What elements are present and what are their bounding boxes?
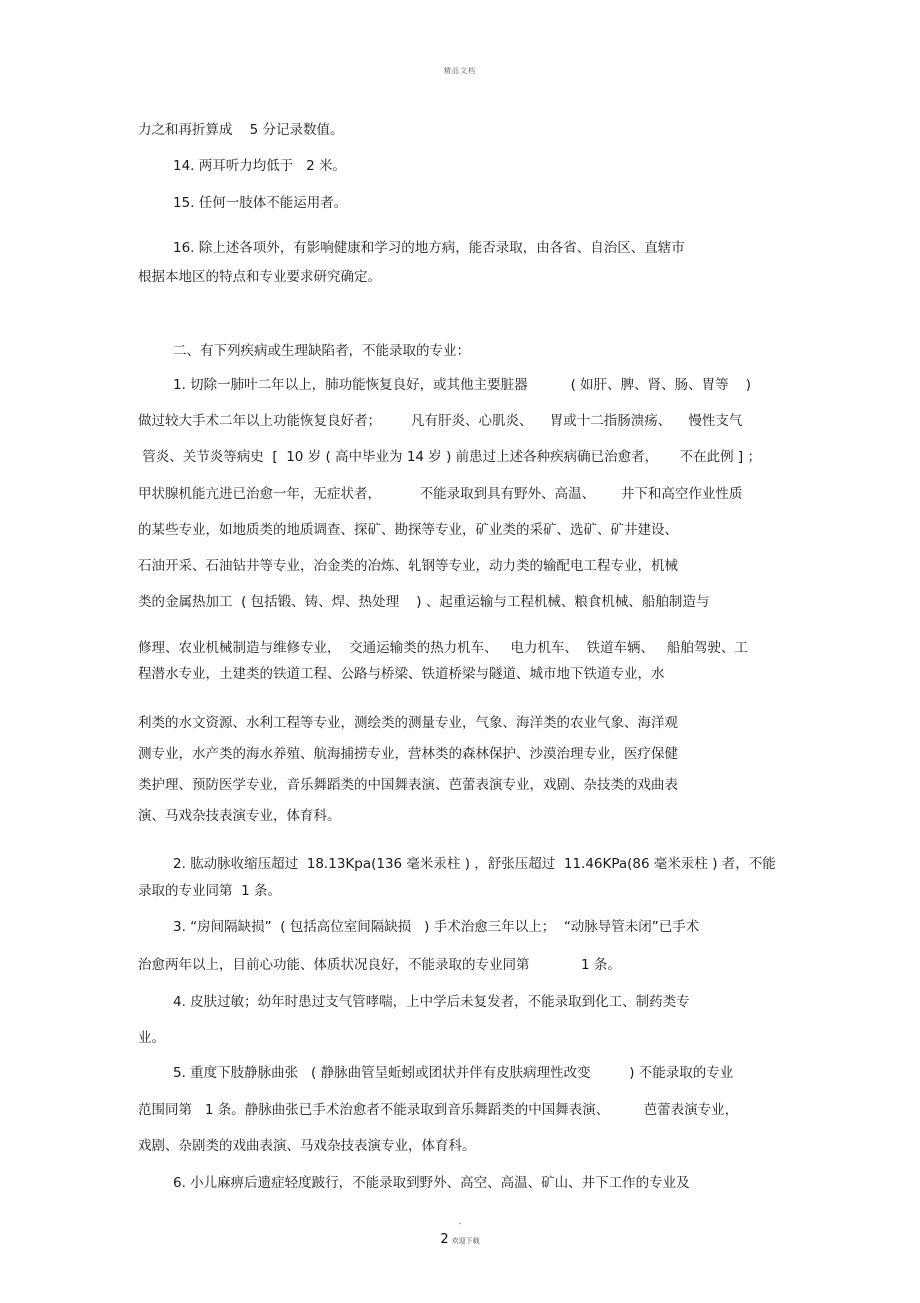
text-line: 3. “房间隔缺损” ( 包括高位室间隔缺损 ) 手术治愈三年以上； “动脉导管未闭”已手术	[173, 919, 700, 935]
text-line: 管炎、关节炎等病史 [ 10 岁 ( 高中毕业为 14 岁 ) 前患过上述各种疾病确已治愈者， 不在此例 ] ；	[138, 449, 761, 465]
text-line: 根据本地区的特点和专业要求研究确定。	[138, 269, 381, 285]
text-line: 甲状腺机能亢进已治愈一年，无症状者， 不能录取到具有野外、高温、 井下和高空作业性质	[138, 486, 743, 502]
page-footer	[0, 1220, 920, 1247]
download-label: 欢迎下载	[451, 1237, 480, 1245]
text-line: 业。	[138, 1030, 165, 1046]
text-line: 范围同第 1 条。静脉曲张已手术治愈者不能录取到音乐舞蹈类的中国舞表演、 芭蕾表演专业，	[138, 1102, 739, 1118]
text-line: 4. 皮肤过敏；幼年时患过支气管哮喘，上中学后未复发者，不能录取到化工、制药类专	[173, 994, 690, 1010]
text-line: 戏剧、杂剧类的戏曲表演、马戏杂技表演专业，体育科。	[138, 1138, 476, 1154]
text-line: 做过较大手术二年以上功能恢复良好者； 凡有肝炎、心肌炎、 胃或十二指肠溃疡、 慢性支气	[138, 413, 743, 429]
text-line: 录取的专业同第 1 条。	[138, 883, 281, 899]
text-line: 石油开采、石油钻井等专业，冶金类的冶炼、轧钢等专业，动力类的输配电工程专业，机械	[138, 558, 678, 574]
text-line: 16. 除上述各项外，有影响健康和学习的地方病，能否录取，由各省、自治区、直辖市	[173, 240, 685, 256]
text-line: 15. 任何一肢体不能运用者。	[173, 195, 348, 211]
text-line: 的某些专业，如地质类的地质调查、探矿、勘探等专业，矿业类的采矿、选矿、矿井建设、	[138, 522, 678, 538]
page-header: 精品文档	[444, 67, 476, 75]
page-number: 2	[440, 1232, 449, 1247]
text-line: 修理、农业机械制造与维修专业， 交通运输类的热力机车、 电力机车、 铁道车辆、 船舶驾驶、工	[138, 640, 748, 656]
section-heading: 二、有下列疾病或生理缺陷者，不能录取的专业：	[173, 343, 470, 359]
text-line: 14. 两耳听力均低于 2 米。	[173, 158, 347, 174]
text-line: 类的金属热加工 ( 包括锻、铸、焊、热处理 ) 、起重运输与工程机械、粮食机械、船舶制造与	[138, 594, 710, 610]
text-line: 5. 重度下肢静脉曲张 ( 静脉曲管呈蚯蚓或团状并伴有皮肤病理性改变 ) 不能录取的专业	[173, 1065, 734, 1081]
text-line: 测专业，水产类的海水养殖、航海捕捞专业，营林类的森林保护、沙漠治理专业，医疗保健	[138, 746, 678, 762]
text-line: 6. 小儿麻痹后遗症轻度跛行，不能录取到野外、高空、高温、矿山、井下工作的专业及	[173, 1175, 690, 1191]
text-line: 类护理、预防医学专业，音乐舞蹈类的中国舞表演、芭蕾表演专业，戏剧、杂技类的戏曲表	[138, 777, 678, 793]
text-line: 治愈两年以上，目前心功能、体质状况良好，不能录取的专业同第 1 条。	[138, 957, 621, 973]
text-line: 1. 切除一肺叶二年以上，肺功能恢复良好，或其他主要脏器 ( 如肝、脾、肾、肠、胃等 )	[173, 377, 752, 393]
footer-dot: -	[458, 1219, 462, 1228]
text-line: 利类的水文资源、水利工程等专业，测绘类的测量专业，气象、海洋类的农业气象、海洋观	[138, 715, 678, 731]
text-line: 程潜水专业，土建类的铁道工程、公路与桥梁、铁道桥梁与隧道、城市地下铁道专业，水	[138, 666, 665, 682]
text-line: 演、马戏杂技表演专业，体育科。	[138, 808, 341, 824]
text-line: 力之和再折算成 5 分记录数值。	[138, 122, 344, 138]
text-line: 2. 肱动脉收缩压超过 18.13Kpa(136 毫米汞柱 ) ，舒张压超过 11.46KPa(86 毫米汞柱 ) 者，不能	[173, 856, 776, 872]
